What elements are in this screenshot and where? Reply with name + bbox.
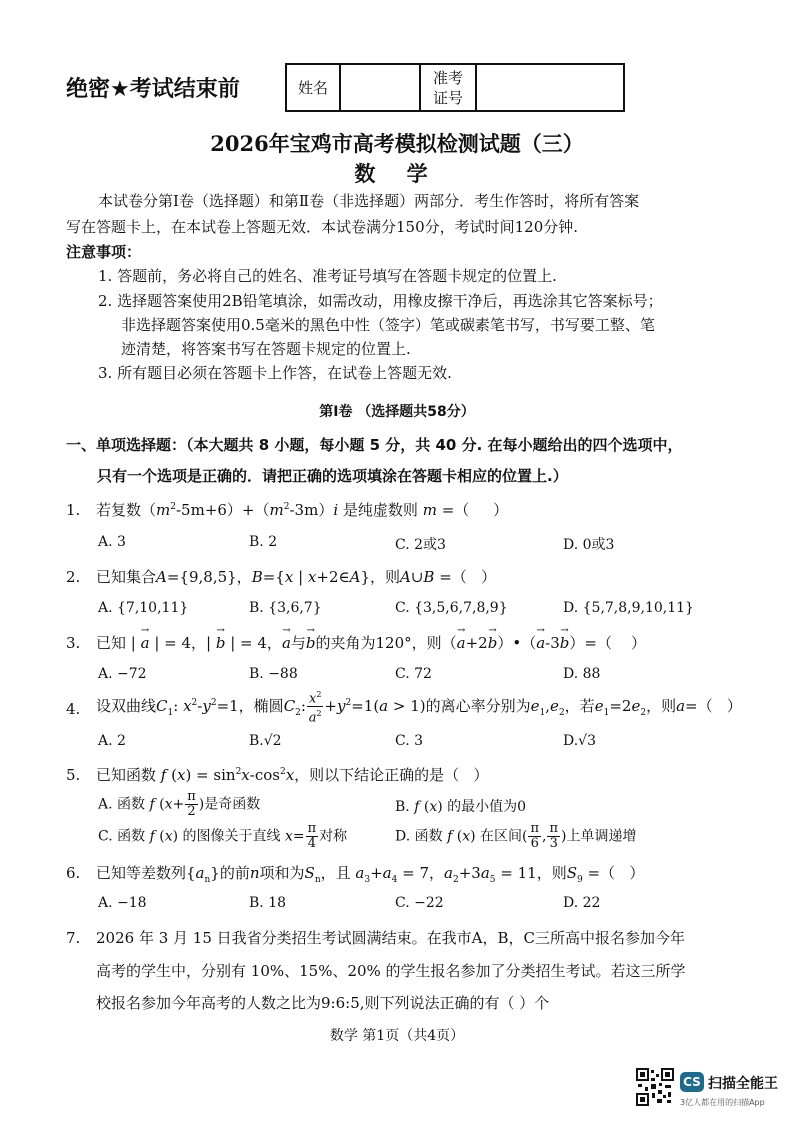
candidate-info-box: [285, 63, 625, 112]
intro-line-1: 本试卷分第Ⅰ卷（选择题）和第Ⅱ卷（非选择题）两部分．考生作答时，将所有答案: [98, 192, 640, 210]
q5-option-b[interactable]: B. f (x) 的最小值为0: [395, 799, 527, 815]
scanner-tagline: 3亿人都在用的扫描App: [680, 1098, 765, 1107]
name-field[interactable]: [340, 64, 420, 111]
q7-stem-line-1: 2026 年 3 月 15 日我省分类招生考试圆满结束。在我市A，B，C三所高中报名参加今年: [96, 929, 685, 947]
q5-stem: 已知函数 f $(x) = \sin^2x-\cos^2x$，则以下结论正确的是（ ）: [96, 766, 489, 784]
q2-option-b[interactable]: B. {3,6,7}: [249, 600, 322, 616]
q6-option-b[interactable]: B. 18: [249, 895, 287, 911]
q2-option-c[interactable]: C. {3,5,6,7,8,9}: [395, 600, 508, 616]
confidential-label: 绝密★考试结束前: [66, 77, 240, 102]
section1-instructions-cont: 只有一个选项是正确的．请把正确的选项填涂在答题卡相应的位置上.）: [97, 467, 568, 485]
q7-stem-line-2: 高考的学生中，分别有 10%、15%、20% 的学生报名参加了分类招生考试。若这三所学: [96, 962, 686, 980]
q3-stem: 已知 | → a | = 4，| → b | = 4，→ a与→ b的夹角为120°，则（→ a+2→ b）•（→ a-3→ b）=（ ）: [96, 632, 646, 653]
q4-option-d[interactable]: D.√3: [563, 733, 597, 749]
q1-stem: 若复数$(m^2-5m+6)+(m^2-3m)i$ 是纯虚数则 m =（ ）: [96, 501, 509, 519]
q4-option-a[interactable]: A. 2: [98, 733, 126, 749]
q7-number: 7.: [66, 929, 81, 947]
q6-stem: 已知等差数列$\{a_n\}$的前n项和为$S_n$，且 $a_3+a_4 = 7$，$a_2+3a_5 = 11$，则$S_9$ =（ ）: [96, 864, 645, 885]
note-2: 2. 选择题答案使用2B铅笔填涂，如需改动，用橡皮擦干净后，再选涂其它答案标号；: [98, 292, 663, 310]
q3-option-d[interactable]: D. 88: [563, 666, 601, 682]
q5-option-c[interactable]: C. 函数 f (x) 的图像关于直线 x= $\frac{\pi}{4}$ 对称: [98, 821, 348, 851]
subject-title: 数 学: [354, 161, 440, 186]
qr-code-icon: [636, 1068, 674, 1106]
q4-number: 4.: [66, 700, 81, 718]
q5-option-d[interactable]: D. 函数 f (x) 在区间( $\frac{\pi}{6}$ , $\frac{\pi}{3}$ )上单调递增: [395, 821, 637, 851]
exam-title: 2026年宝鸡市高考模拟检测试题（三）: [210, 131, 584, 156]
q2-option-d[interactable]: D. {5,7,8,9,10,11}: [563, 600, 694, 616]
q6-option-d[interactable]: D. 22: [563, 895, 601, 911]
q6-option-c[interactable]: C. −22: [395, 895, 444, 911]
q3-option-a[interactable]: A. −72: [98, 666, 147, 682]
q1-option-d[interactable]: D. 0或3: [563, 537, 615, 553]
q5-option-a[interactable]: A. 函数 f (x+ $\frac{\pi}{2}$ )是奇函数: [98, 789, 261, 819]
note-3: 3. 所有题目必须在答题卡上作答，在试卷上答题无效.: [98, 364, 452, 382]
q2-option-a[interactable]: A. {7,10,11}: [98, 600, 189, 616]
q3-option-c[interactable]: C. 72: [395, 666, 432, 682]
name-label: 姓名: [286, 64, 340, 111]
q4-stem: 设双曲线$C_1$: $x^2-y^2=1$，椭圆$C_2$: $\frac{x^2}{a^2}$ $+y^2=1(a > 1)$的离心率分别为$e_1,e_2$，若$e_1=2e_2$，则a=（ ）: [96, 690, 742, 726]
exam-id-field[interactable]: [476, 64, 624, 111]
note-1: 1. 答题前，务必将自己的姓名、准考证号填写在答题卡规定的位置上.: [98, 267, 557, 285]
q2-number: 2.: [66, 568, 81, 586]
q1-number: 1.: [66, 501, 81, 519]
q2-stem: 已知集合A={9,8,5}，B={x | x+2∈A}，则A∪B =（ ）: [96, 568, 497, 586]
section1-instructions: 一、单项选择题：（本大题共 8 小题，每小题 5 分，共 40 分. 在每小题给出的四个选项中，: [66, 436, 683, 454]
q6-option-a[interactable]: A. −18: [98, 895, 147, 911]
q5-number: 5.: [66, 766, 81, 784]
note-2-cont-2: 迹清楚，将答案书写在答题卡规定的位置上.: [121, 340, 411, 358]
q1-option-a[interactable]: A. 3: [98, 534, 126, 550]
camscanner-logo-icon: CS: [680, 1072, 704, 1092]
notes-heading: 注意事项：: [66, 243, 142, 261]
part1-heading: 第Ⅰ卷 （选择题共58分）: [319, 404, 475, 420]
scanner-brand-name: 扫描全能王: [708, 1076, 778, 1092]
q3-option-b[interactable]: B. −88: [249, 666, 298, 682]
note-2-cont-1: 非选择题答案使用0.5毫米的黑色中性（签字）笔或碳素笔书写，书写要工整、笔: [121, 316, 655, 334]
q3-number: 3.: [66, 634, 81, 652]
q1-option-c[interactable]: C. 2或3: [395, 537, 446, 553]
q4-option-b[interactable]: B.√2: [249, 733, 282, 749]
q6-number: 6.: [66, 864, 81, 882]
q7-stem-line-3: 校报名参加今年高考的人数之比为9:6:5,则下列说法正确的有（ ）个: [96, 994, 550, 1012]
page-footer: 数学 第1页（共4页）: [329, 1028, 465, 1044]
exam-id-label: 准考 证号: [420, 64, 476, 111]
intro-line-2: 写在答题卡上，在本试卷上答题无效．本试卷满分150分，考试时间120分钟.: [66, 218, 579, 236]
q1-option-b[interactable]: B. 2: [249, 534, 278, 550]
q4-option-c[interactable]: C. 3: [395, 733, 424, 749]
